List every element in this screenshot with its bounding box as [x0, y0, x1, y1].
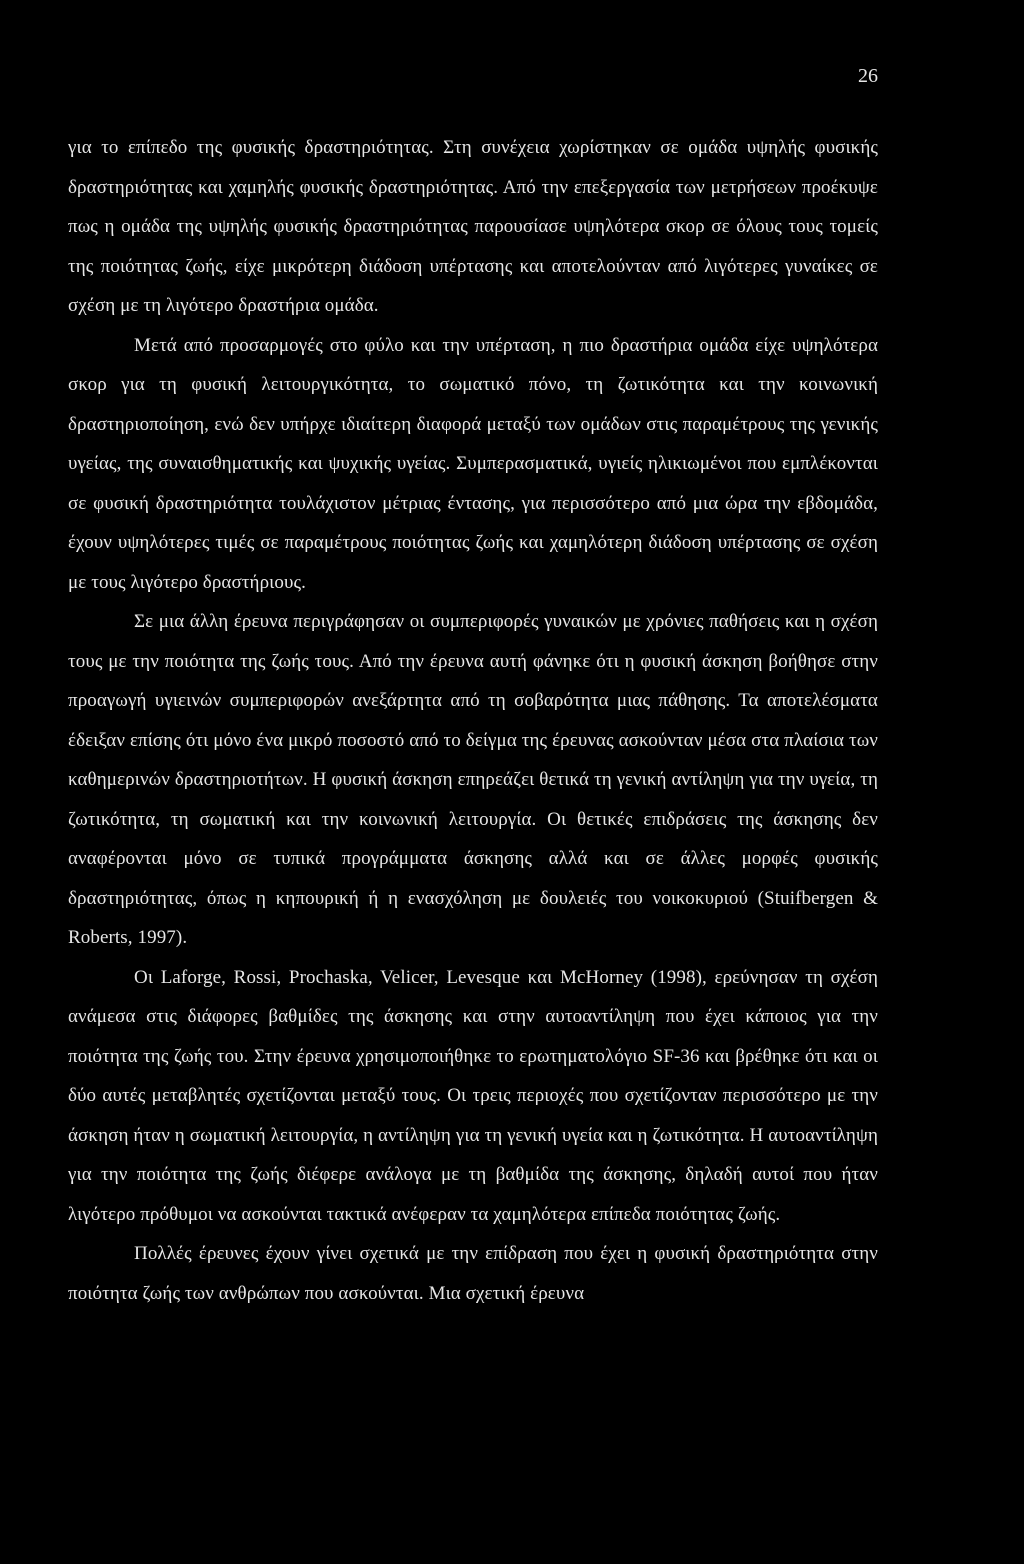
paragraph: Μετά από προσαρμογές στο φύλο και την υπέρταση, η πιο δραστήρια ομάδα είχε υψηλότερα σκορ για τη φυσική λειτουργικότητα, το σωματικό πόνο, τη ζωτικότητα και την κοινωνική δραστηριοποίηση, ενώ δεν υπήρχε ιδιαίτερη διαφορά μεταξύ των ομάδων στις παραμέτρους της γενικής υγείας, της συναισθηματικής και ψυχικής υγείας. Συμπερασματικά, υγιείς ηλικιωμένοι που εμπλέκονται σε φυσική δραστηριότητα τουλάχιστον μέτριας έντασης, για περισσότερο από μια ώρα την εβδομάδα, έχουν υψηλότερες τιμές σε παραμέτρους ποιότητας ζωής και χαμηλότερη διάδοση υπέρτασης σε σχέση με τους λιγότερο δραστήριους.	[68, 334, 878, 593]
document-body	[68, 128, 878, 1313]
paragraph: για το επίπεδο της φυσικής δραστηριότητας. Στη συνέχεια χωρίστηκαν σε ομάδα υψηλής φυσικής δραστηριότητας και χαμηλής φυσικής δραστηριότητας. Από την επεξεργασία των μετρήσεων προέκυψε πως η ομάδα της υψηλής φυσικής δραστηριότητας παρουσίασε υψηλότερα σκορ σε όλους τους τομείς της ποιότητας ζωής, είχε μικρότερη διάδοση υπέρτασης και αποτελούνταν από λιγότερες γυναίκες σε σχέση με τη λιγότερο δραστήρια ομάδα.	[68, 137, 878, 316]
paragraph: Σε μια άλλη έρευνα περιγράφησαν οι συμπεριφορές γυναικών με χρόνιες παθήσεις και η σχέση τους με την ποιότητα της ζωής τους. Από την έρευνα αυτή φάνηκε ότι η φυσική άσκηση βοήθησε στην προαγωγή υγιεινών συμπεριφορών ανεξάρτητα από τη σοβαρότητα μιας πάθησης. Τα αποτελέσματα έδειξαν επίσης ότι μόνο ένα μικρό ποσοστό από το δείγμα της έρευνας ασκούνταν μέσα στα πλαίσια των καθημερινών δραστηριοτήτων. Η φυσική άσκηση επηρεάζει θετικά τη γενική αντίληψη για την υγεία, τη ζωτικότητα, τη σωματική και την κοινωνική λειτουργία. Οι θετικές επιδράσεις της άσκησης δεν αναφέρονται μόνο σε τυπικά προγράμματα άσκησης αλλά και σε άλλες μορφές φυσικής δραστηριότητας, όπως η κηπουρική ή η ενασχόληση με δουλειές του νοικοκυριού (Stuifbergen & Roberts, 1997).	[68, 611, 878, 948]
paragraph: Πολλές έρευνες έχουν γίνει σχετικά με την επίδραση που έχει η φυσική δραστηριότητα στην ποιότητα ζωής των ανθρώπων που ασκούνται. Μια σχετική έρευνα	[68, 1243, 878, 1304]
page-number: 26	[858, 65, 878, 87]
paragraph: Οι Laforge, Rossi, Prochaska, Velicer, Levesque και McHorney (1998), ερεύνησαν τη σχέση ανάμεσα στις διάφορες βαθμίδες της άσκησης και στην αυτοαντίληψη που έχει κάποιος για την ποιότητα της ζωής του. Στην έρευνα χρησιμοποιήθηκε το ερωτηματολόγιο SF-36 και βρέθηκε ότι και οι δύο αυτές μεταβλητές σχετίζονται μεταξύ τους. Οι τρεις περιοχές που σχετίζονταν περισσότερο με την άσκηση ήταν η σωματική λειτουργία, η αντίληψη για τη γενική υγεία και η ζωτικότητα. Η αυτοαντίληψη για την ποιότητα της ζωής διέφερε ανάλογα με τη βαθμίδα της άσκησης, δηλαδή αυτοί που ήταν λιγότερο πρόθυμοι να ασκούνται τακτικά ανέφεραν τα χαμηλότερα επίπεδα ποιότητας ζωής.	[68, 966, 878, 1225]
